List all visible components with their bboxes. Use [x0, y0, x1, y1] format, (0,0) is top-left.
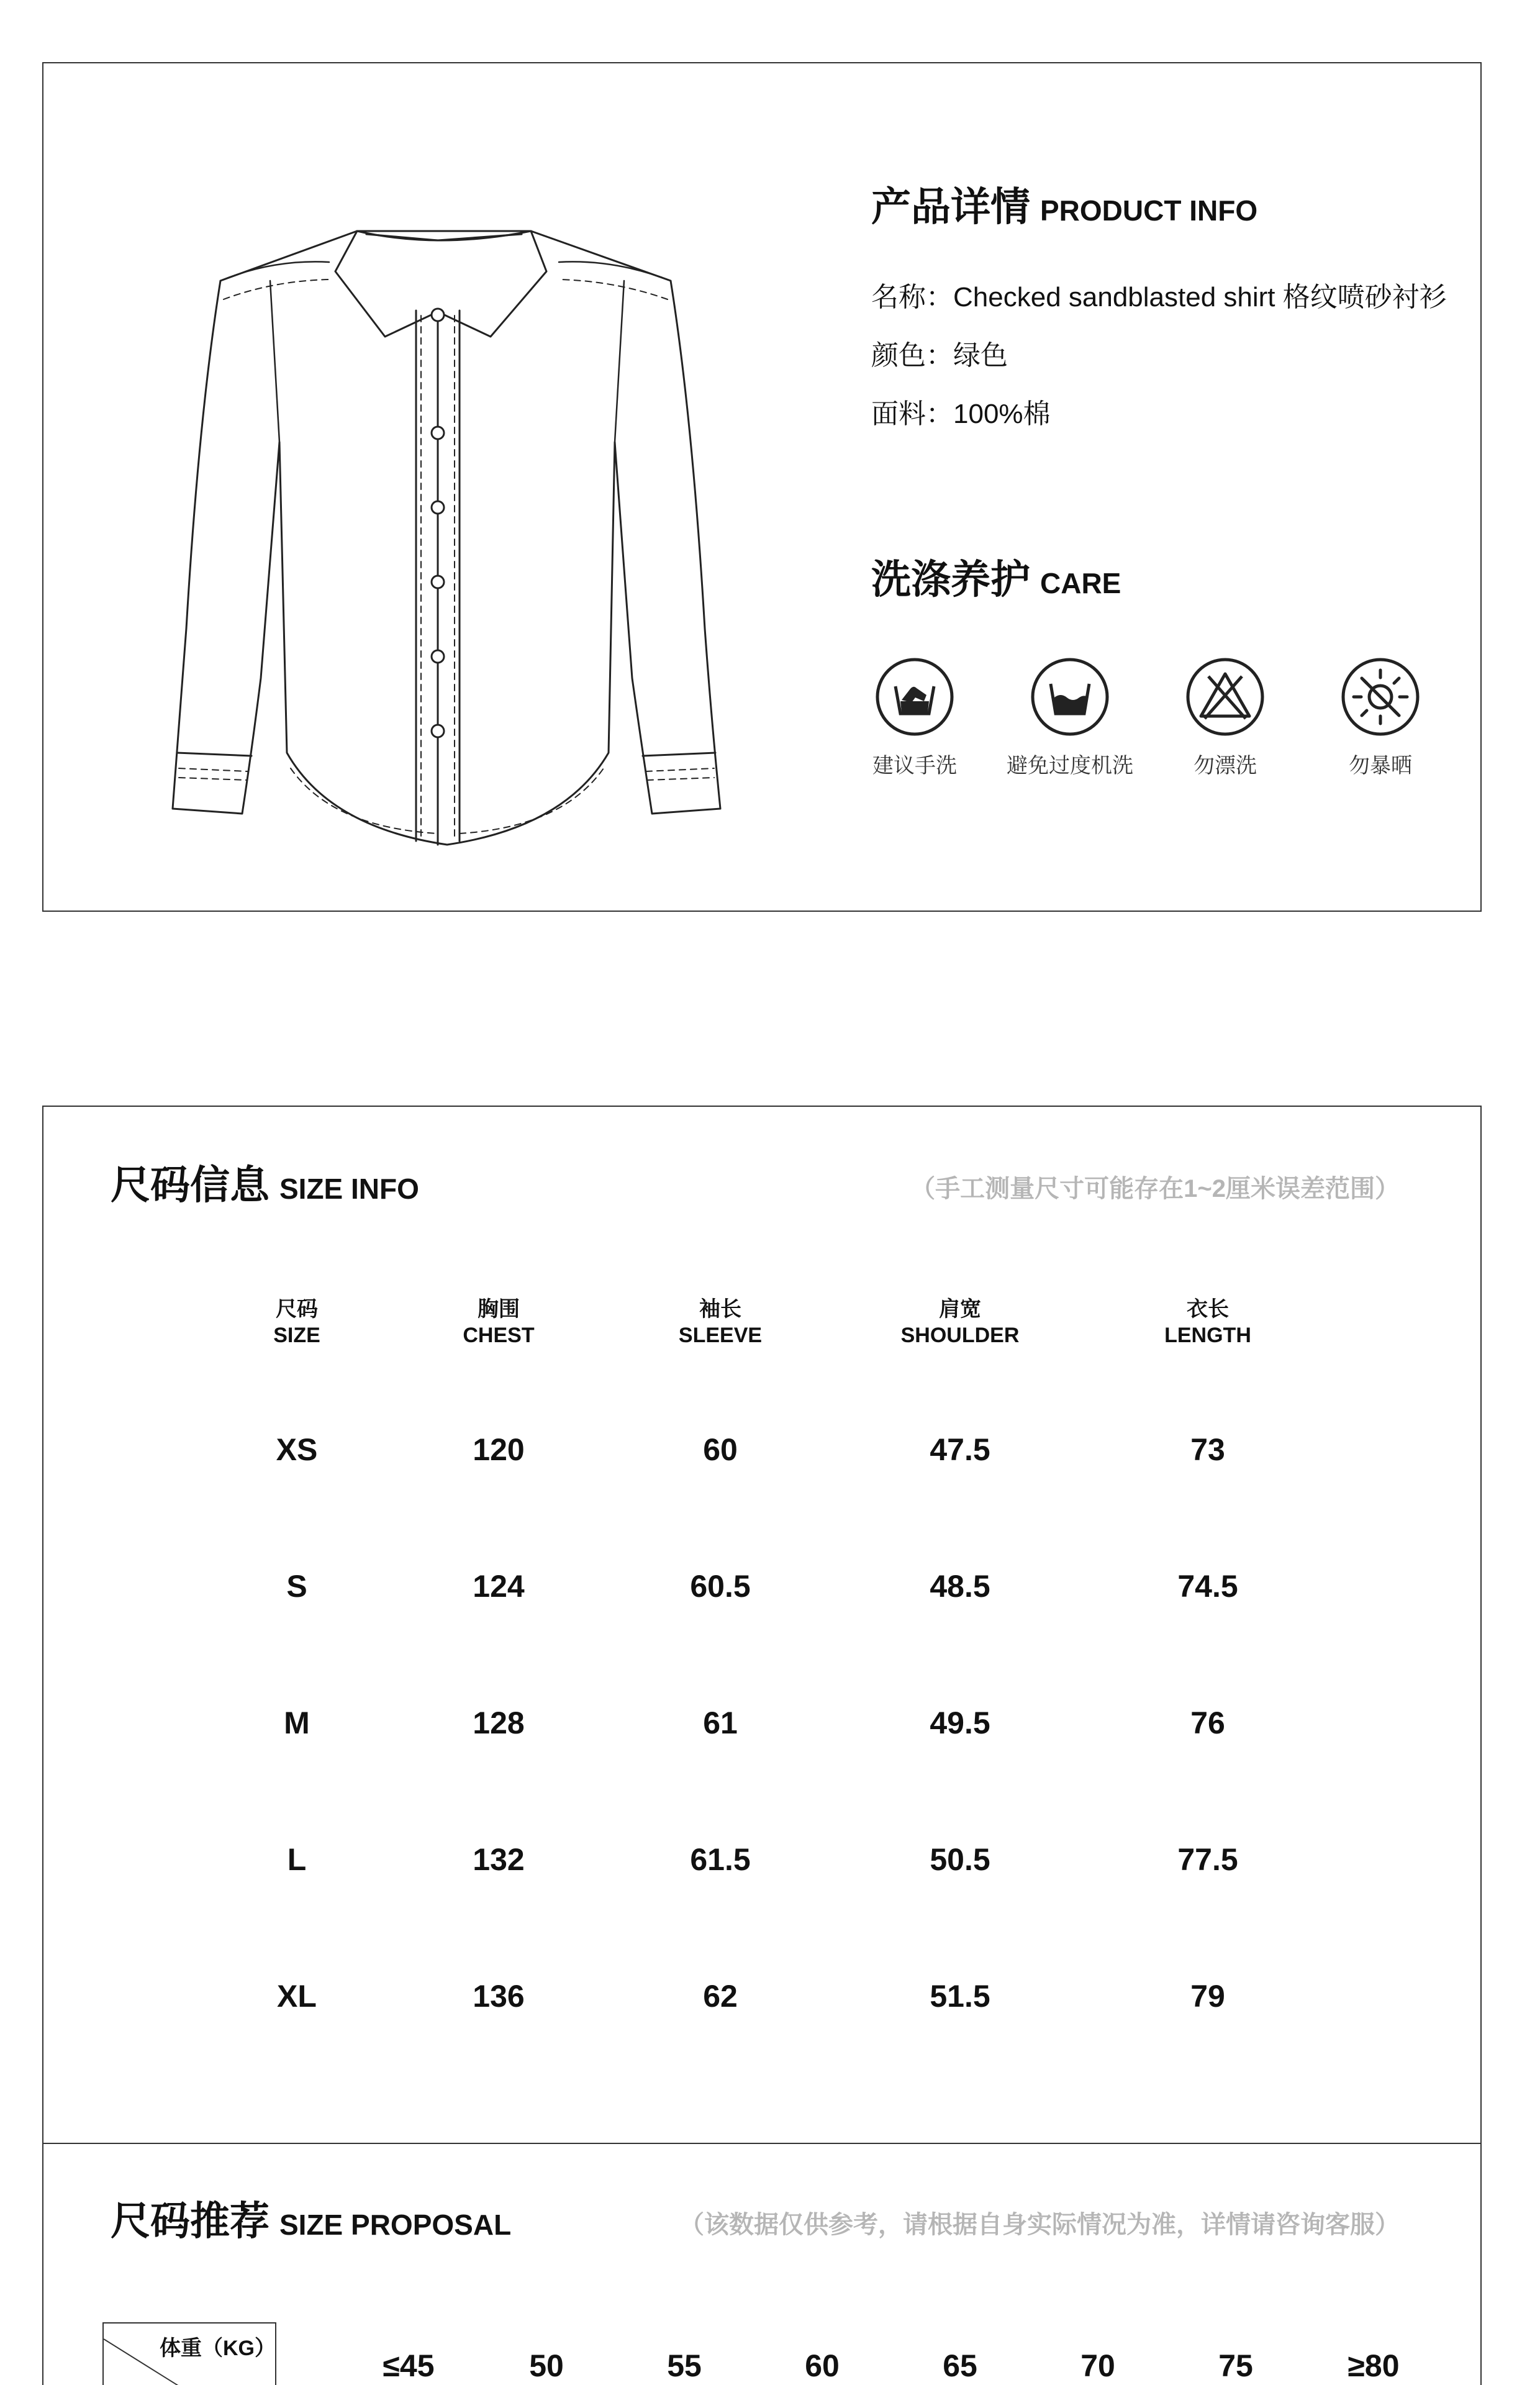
section-divider [43, 2143, 1480, 2144]
column-header-chest [393, 1296, 604, 1348]
product-heading-cn: 产品详情 [871, 184, 1030, 229]
column-header-length [1102, 1296, 1313, 1348]
weight-value: ≥80 [1348, 2348, 1400, 2383]
table-cell-shoulder: 49.5 [930, 1706, 990, 1740]
column-header-sleeve [615, 1296, 826, 1348]
hand-wash-icon [874, 656, 955, 737]
column-header-en: SLEEVE [678, 1324, 763, 1347]
table-cell-size: M [284, 1706, 310, 1740]
care-heading-en: CARE [1040, 567, 1121, 599]
care-label-no-sun: 勿暴晒 [1349, 754, 1412, 778]
weight-label: 体重（KG） [160, 2337, 276, 2360]
size-heading-cn: 尺码信息 [111, 1163, 270, 1207]
table-cell-sleeve: 62 [703, 1979, 738, 2014]
column-header-shoulder [854, 1296, 1066, 1348]
care-label-hand-wash: 建议手洗 [872, 754, 957, 778]
table-cell-length: 73 [1190, 1432, 1225, 1467]
table-cell-shoulder: 47.5 [930, 1432, 990, 1467]
proposal-heading-cn: 尺码推荐 [111, 2199, 270, 2243]
product-info-panel [42, 62, 1482, 912]
machine-wash-icon [1030, 656, 1110, 737]
product-color-line [871, 333, 1008, 373]
product-name-label: 名称： [871, 282, 953, 312]
weight-value: 55 [667, 2348, 702, 2383]
weight-value: 50 [529, 2348, 564, 2383]
size-info-panel [42, 1106, 1482, 2385]
weight-value: 60 [805, 2348, 840, 2383]
column-header-en: SIZE [273, 1324, 320, 1347]
product-fabric-line [871, 391, 1051, 431]
table-cell-shoulder: 48.5 [930, 1569, 990, 1604]
product-color-value: 绿色 [953, 340, 1008, 371]
column-header-size [191, 1296, 402, 1348]
column-header-cn: 肩宽 [939, 1297, 981, 1321]
column-header-en: CHEST [463, 1324, 535, 1347]
product-color-label: 颜色： [871, 340, 953, 371]
table-cell-chest: 124 [473, 1569, 525, 1604]
table-cell-shoulder: 50.5 [930, 1842, 990, 1877]
size-info-heading [111, 1153, 419, 1211]
size-proposal-heading [111, 2189, 511, 2246]
size-heading-en: SIZE INFO [279, 1173, 419, 1205]
care-label-no-bleach: 勿漂洗 [1194, 754, 1257, 778]
column-header-cn: 胸围 [478, 1297, 520, 1321]
table-cell-shoulder: 51.5 [930, 1979, 990, 2014]
column-header-cn: 衣长 [1187, 1297, 1229, 1321]
care-item-no-sun [1300, 656, 1461, 779]
table-cell-sleeve: 60 [703, 1432, 738, 1467]
table-cell-size: XL [277, 1979, 317, 2014]
column-header-en: SHOULDER [900, 1324, 1020, 1347]
table-cell-length: 76 [1190, 1706, 1225, 1740]
product-heading-en: PRODUCT INFO [1040, 194, 1258, 227]
proposal-heading-en: SIZE PROPOSAL [279, 2209, 512, 2241]
product-fabric-value: 100%棉 [953, 399, 1051, 429]
no-sun-icon [1340, 656, 1421, 737]
table-cell-sleeve: 61.5 [690, 1842, 751, 1877]
weight-value: 65 [943, 2348, 977, 2383]
no-bleach-icon [1185, 656, 1266, 737]
care-item-hand-wash [834, 656, 995, 779]
column-header-cn: 尺码 [276, 1297, 318, 1321]
table-cell-size: L [287, 1842, 307, 1877]
table-cell-length: 77.5 [1177, 1842, 1238, 1877]
weight-value: 70 [1080, 2348, 1115, 2383]
care-item-no-bleach [1144, 656, 1306, 779]
weight-header-cell [102, 2322, 276, 2385]
product-info-heading [871, 175, 1257, 232]
product-name-value: Checked sandblasted shirt 格纹喷砂衬衫 [953, 282, 1447, 312]
care-heading-cn: 洗涤养护 [871, 557, 1030, 602]
size-proposal-note: （该数据仅供参考，请根据自身实际情况为准，详情请咨询客服） [679, 2211, 1400, 2238]
table-cell-size: XS [276, 1432, 318, 1467]
product-fabric-label: 面料： [871, 399, 953, 429]
table-cell-size: S [286, 1569, 307, 1604]
weight-value: 75 [1218, 2348, 1253, 2383]
shirt-illustration [124, 157, 758, 865]
product-name-line [871, 275, 1447, 314]
table-cell-length: 79 [1190, 1979, 1225, 2014]
table-cell-chest: 136 [473, 1979, 525, 2014]
care-item-machine-wash [989, 656, 1151, 779]
care-heading [871, 548, 1121, 605]
table-cell-chest: 132 [473, 1842, 525, 1877]
table-cell-sleeve: 60.5 [690, 1569, 751, 1604]
table-cell-chest: 128 [473, 1706, 525, 1740]
table-cell-chest: 120 [473, 1432, 525, 1467]
table-cell-length: 74.5 [1177, 1569, 1238, 1604]
care-label-machine-wash: 避免过度机洗 [1007, 754, 1133, 778]
column-header-en: LENGTH [1164, 1324, 1251, 1347]
column-header-cn: 袖长 [699, 1297, 741, 1321]
size-measurement-note: （手工测量尺寸可能存在1~2厘米误差范围） [910, 1175, 1400, 1202]
weight-value: ≤45 [383, 2348, 435, 2383]
table-cell-sleeve: 61 [703, 1706, 738, 1740]
